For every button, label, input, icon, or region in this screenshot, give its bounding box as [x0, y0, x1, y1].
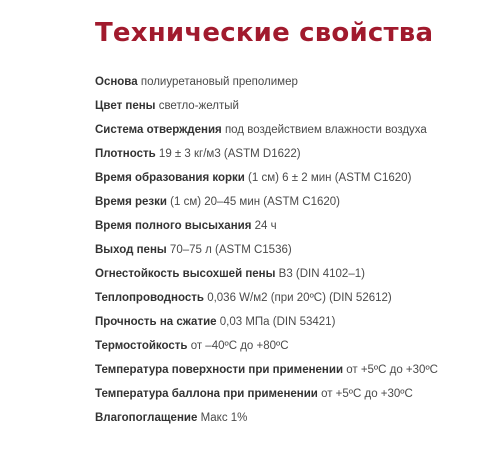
- property-value: под воздействием влажности воздуха: [224, 124, 427, 136]
- property-value: Макс 1%: [200, 412, 248, 424]
- property-value: (1 см) 20–45 мин (ASTM C1620): [170, 196, 340, 208]
- property-value: 70–75 л (ASTM C1536): [169, 244, 292, 256]
- property-value: от +5ºC до +30ºC: [321, 388, 413, 400]
- page-title: Технические свойства: [95, 18, 434, 48]
- property-water-absorption: [95, 412, 472, 425]
- property-value: полиуретановый преполимер: [140, 76, 298, 88]
- property-label: Время полного высыхания: [95, 220, 252, 232]
- property-label: Время резки: [95, 196, 167, 208]
- property-base: [95, 76, 472, 89]
- property-label: Теплопроводность: [95, 292, 204, 304]
- property-value: 19 ± 3 кг/м3 (ASTM D1622): [158, 148, 301, 160]
- property-label: Выход пены: [95, 244, 167, 256]
- property-value: от +5ºC до +30ºC: [346, 364, 438, 376]
- property-label: Влагопоглащение: [95, 412, 198, 424]
- property-value: 0,03 МПа (DIN 53421): [219, 316, 336, 328]
- property-label: Огнестойкость высохшей пены: [95, 268, 276, 280]
- property-full-cure-time: [95, 220, 472, 233]
- property-label: Время образования корки: [95, 172, 245, 184]
- property-label: Система отверждения: [95, 124, 222, 136]
- property-cut-time: [95, 196, 472, 209]
- property-foam-color: [95, 100, 472, 113]
- property-foam-yield: [95, 244, 472, 257]
- properties-list: [95, 76, 472, 425]
- property-label: Цвет пены: [95, 100, 156, 112]
- property-skin-time: [95, 172, 472, 185]
- property-fire-resistance: [95, 268, 472, 281]
- property-thermal-conductivity: [95, 292, 472, 305]
- property-label: Температура поверхности при применении: [95, 364, 344, 376]
- property-curing-system: [95, 124, 472, 137]
- property-value: от –40ºC до +80ºC: [190, 340, 289, 352]
- property-can-temperature: [95, 388, 472, 401]
- property-value: 24 ч: [254, 220, 277, 232]
- property-label: Основа: [95, 76, 138, 88]
- property-label: Прочность на сжатие: [95, 316, 217, 328]
- property-compressive-strength: [95, 316, 472, 329]
- property-value: светло-желтый: [158, 100, 239, 112]
- property-surface-temperature: [95, 364, 472, 377]
- property-label: Термостойкость: [95, 340, 188, 352]
- property-label: Температура баллона при применении: [95, 388, 318, 400]
- property-value: 0,036 W/м2 (при 20ºC) (DIN 52612): [207, 292, 392, 304]
- property-density: [95, 148, 472, 161]
- property-value: B3 (DIN 4102–1): [278, 268, 365, 280]
- property-temperature-resistance: [95, 340, 472, 353]
- property-label: Плотность: [95, 148, 156, 160]
- property-value: (1 см) 6 ± 2 мин (ASTM C1620): [248, 172, 412, 184]
